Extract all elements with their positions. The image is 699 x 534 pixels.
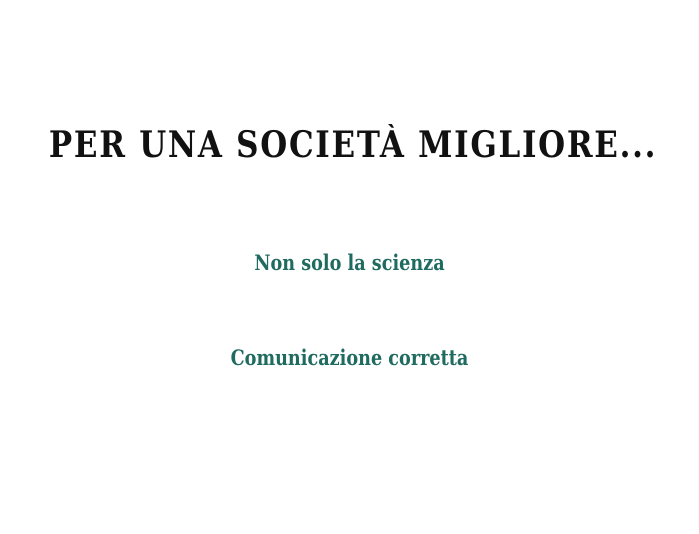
page-headline: PER UNA SOCIETÀ MIGLIORE... [48, 124, 658, 166]
link-non-solo-la-scienza[interactable]: Non solo la scienza [254, 250, 445, 275]
link-comunicazione-corretta[interactable]: Comunicazione corretta [230, 345, 469, 370]
